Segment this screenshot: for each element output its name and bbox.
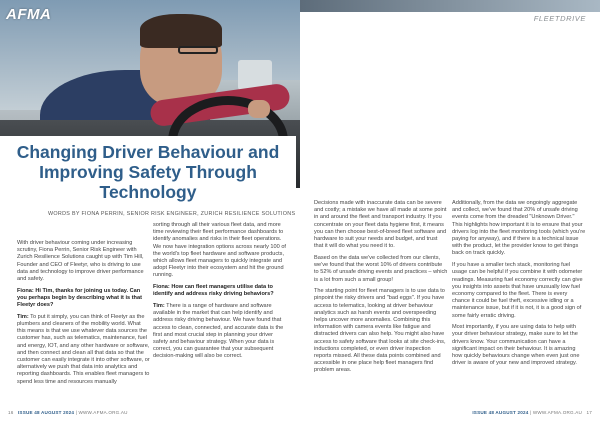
answer-text: There is a range of hardware and software available in the market that can help identify and address risky driving behaviour. We have found that access to clean, connected, and accurate data is the first and most crucial step in planning your driver safety and behaviour strategy. When your data is correct, you can guarantee that your subsequent decision-making will also be correct. — [153, 303, 284, 360]
logo-text: AFMA — [6, 6, 52, 23]
title-box — [0, 136, 296, 206]
url-left[interactable]: | WWW.AFMA.ORG.AU — [75, 410, 128, 415]
speaker: Tim: — [153, 303, 165, 310]
column-2 — [153, 222, 286, 365]
answer — [153, 303, 286, 361]
paragraph: Most importantly, if you are using data to help with your driver behaviour strategy, make sure to let the drivers know. Your communication can have a significant impact on their behaviour. It is amazing how quickly behaviours change when even just one driver is aware of your new and improved strategy. — [452, 324, 580, 367]
right-page-header-strip — [300, 0, 600, 12]
paragraph: The starting point for fleet managers is to use data to pinpoint the risky drivers and "bad eggs". If you have access to telematics, looking at driver behaviour analytics such as harsh events and overspeeding helps uncover more anomalies. Combining this information with camera events like fatigue and distracted drivers can also help. You might also have access to safety software that looks at site check-ins, inductions completed, or even driver inspection reports missed. All these data points combined and accessible in one place help fleet managers find problem areas. — [314, 288, 446, 374]
page-title: Changing Driver Behaviour and Improving Safety Through Technology — [16, 142, 280, 202]
driver-hair — [140, 14, 222, 48]
page-number-left: 16 — [8, 410, 14, 415]
driver-hand — [248, 100, 270, 118]
question: Fiona: Hi Tim, thanks for joining us today. Can you perhaps begin by describing what it is that Fleetyr does? — [17, 287, 142, 309]
section-label: FLEETDRIVE — [533, 14, 586, 23]
paragraph: Additionally, from the data we ongoingly aggregate and collect, we've found that 20% of unsafe driving events come from the dreaded "Unknown Driver." This highlights how important it is to ensure that your drivers log into the fleet monitoring tools (which you're paying for anyway), and if there is a technical issue with the product, let the provider know to get things back on track quickly. — [452, 200, 586, 257]
logo — [6, 6, 51, 23]
issue-left: ISSUE 48 AUGUST 2024 — [17, 410, 75, 415]
url-right[interactable]: | WWW.AFMA.ORG.AU — [529, 410, 583, 415]
paragraph: Based on the data we've collected from our clients, we've found that the worst 10% of drivers contribute to 52% of unsafe driving events and practices – which is a lot from such a small group! — [314, 254, 448, 283]
paragraph: Decisions made with inaccurate data can be severe and costly; a mistake we have all made at some point in and around the fleet and transport industry. If you concentrate on your fleet data hygiene first, it means you can then choose best-of-breed fleet software and hardware to suit your needs and budget, and trust that it will do what you need it to. — [314, 200, 447, 250]
driver-glasses — [178, 46, 218, 54]
paragraph: If you have a smaller tech stack, monitoring fuel usage can be helpful if you combine it with odometer readings. Measuring fuel economy correctly can give you insights into assets that have unusually low fuel economy compared to the fleet. There is every chance it could be fuel theft, excessive idling or a maintenance issue, but if it is not, it is a good sign of some fairly erratic driving. — [452, 262, 583, 319]
byline: WORDS BY FIONA PERRIN, SENIOR RISK ENGINEER, ZURICH RESILIENCE SOLUTIONS — [48, 211, 296, 217]
footer-right — [472, 410, 592, 415]
speaker: Tim: — [17, 313, 29, 320]
paragraph: With driver behaviour coming under increasing scrutiny, Fiona Perrin, Senior Risk Engineer with Zurich Resilience Solutions caught up with Tim Hill, Founder and CEO of Fleetyr, who is driving to use data and technology to improve driver performance and safety. — [17, 240, 144, 283]
column-4 — [452, 200, 586, 372]
column-1 — [17, 240, 150, 390]
answer — [17, 314, 150, 386]
paragraph: sorting through all their various fleet data, and more time reviewing their fleet performance dashboards to identify anomalies and risks in their fleet operations. We now have integration options across nearly 100 of the world's top fleet hardware and software products, which allows fleet managers to quickly integrate and adopt Fleetyr into their ecosystem and hit the ground running. — [153, 222, 286, 279]
column-3 — [314, 200, 448, 379]
page-number-right: 17 — [586, 410, 592, 415]
question: Fiona: How can fleet managers utilise data to identify and address risky driving behaviors? — [153, 284, 274, 298]
issue-right: ISSUE 48 AUGUST 2024 — [472, 410, 529, 415]
footer-left — [8, 410, 128, 415]
answer-text: To put it simply, you can think of Fleetyr as the plumbers and cleaners of the mobility world. What this means is that we use whatever data sources the customer has, such as telematics, maintenance, fuel and energy, IOT, and any other hardware or software, and then connect and clean all that data so that the customer can easily integrate it into other software, or alternatively we push that data into analytics and reporting dashboards. This enables fleet managers to spend less time and resources manually — [17, 313, 150, 385]
